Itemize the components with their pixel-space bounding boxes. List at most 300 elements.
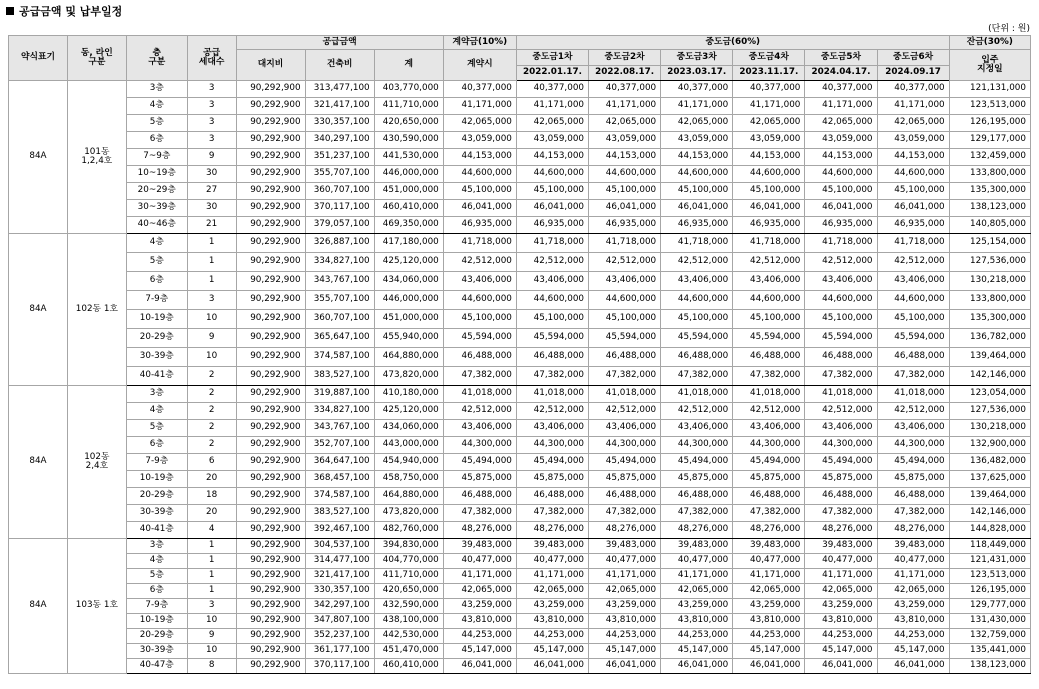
middle-1-cell: 44,153,000	[516, 149, 588, 166]
floor-cell: 5층	[126, 115, 187, 132]
table-row	[9, 569, 1031, 584]
total-cell: 442,530,000	[374, 629, 443, 644]
middle-6-cell: 46,488,000	[877, 488, 949, 505]
floor-cell: 4층	[126, 403, 187, 420]
deposit-cell: 47,382,000	[443, 505, 516, 522]
middle-5-cell: 45,494,000	[805, 454, 877, 471]
middle-4-cell: 45,100,000	[733, 183, 805, 200]
middle-4-cell: 46,935,000	[733, 217, 805, 234]
col-middle-4: 중도금4차	[733, 50, 805, 66]
building-cell: 355,707,100	[305, 291, 374, 310]
table-row	[9, 348, 1031, 367]
building-cell: 383,527,100	[305, 367, 374, 386]
section-title-text: 공급금액 및 납부일정	[19, 5, 123, 18]
middle-2-cell: 44,600,000	[589, 291, 661, 310]
col-balance: 입주 지정일	[949, 50, 1030, 81]
households-cell: 2	[187, 403, 236, 420]
total-cell: 434,060,000	[374, 420, 443, 437]
middle-2-cell: 42,065,000	[589, 584, 661, 599]
total-cell: 432,590,000	[374, 599, 443, 614]
middle-2-cell: 45,100,000	[589, 310, 661, 329]
middle-6-cell: 41,171,000	[877, 98, 949, 115]
middle-1-cell: 45,100,000	[516, 183, 588, 200]
households-cell: 20	[187, 471, 236, 488]
middle-2-cell: 40,377,000	[589, 81, 661, 98]
total-cell: 451,470,000	[374, 644, 443, 659]
middle-5-cell: 42,512,000	[805, 403, 877, 420]
middle-6-cell: 43,406,000	[877, 272, 949, 291]
type-cell: 84A	[9, 81, 68, 234]
middle-5-cell: 41,018,000	[805, 386, 877, 403]
building-cell: 343,767,100	[305, 272, 374, 291]
land-cell: 90,292,900	[236, 291, 305, 310]
households-cell: 20	[187, 505, 236, 522]
households-cell: 1	[187, 539, 236, 554]
deposit-cell: 45,594,000	[443, 329, 516, 348]
balance-cell: 138,123,000	[949, 659, 1030, 674]
middle-4-cell: 44,300,000	[733, 437, 805, 454]
middle-3-cell: 44,600,000	[661, 291, 733, 310]
middle-4-cell: 46,488,000	[733, 488, 805, 505]
balance-cell: 136,482,000	[949, 454, 1030, 471]
building-cell: 321,417,100	[305, 98, 374, 115]
land-cell: 90,292,900	[236, 659, 305, 674]
balance-cell: 129,777,000	[949, 599, 1030, 614]
middle-5-cell: 47,382,000	[805, 367, 877, 386]
middle-5-cell: 44,153,000	[805, 149, 877, 166]
building-cell: 365,647,100	[305, 329, 374, 348]
middle-4-cell: 39,483,000	[733, 539, 805, 554]
deposit-cell: 43,810,000	[443, 614, 516, 629]
col-floor: 층 구분	[126, 36, 187, 81]
middle-4-cell: 42,512,000	[733, 403, 805, 420]
land-cell: 90,292,900	[236, 81, 305, 98]
floor-cell: 3층	[126, 539, 187, 554]
building-cell: 374,587,100	[305, 348, 374, 367]
balance-cell: 132,900,000	[949, 437, 1030, 454]
table-row	[9, 234, 1031, 253]
deposit-cell: 45,875,000	[443, 471, 516, 488]
middle-6-cell: 47,382,000	[877, 505, 949, 522]
middle-5-cell: 42,512,000	[805, 253, 877, 272]
middle-1-cell: 42,512,000	[516, 253, 588, 272]
middle-3-cell: 45,100,000	[661, 183, 733, 200]
balance-cell: 132,459,000	[949, 149, 1030, 166]
middle-3-cell: 43,059,000	[661, 132, 733, 149]
type-cell: 84A	[9, 539, 68, 674]
deposit-cell: 47,382,000	[443, 367, 516, 386]
households-cell: 10	[187, 614, 236, 629]
middle-3-cell: 44,253,000	[661, 629, 733, 644]
table-row	[9, 253, 1031, 272]
households-cell: 10	[187, 644, 236, 659]
floor-cell: 40-41층	[126, 522, 187, 539]
balance-cell: 139,464,000	[949, 488, 1030, 505]
building-cell: 370,117,100	[305, 200, 374, 217]
middle-4-cell: 46,041,000	[733, 200, 805, 217]
middle-1-cell: 41,171,000	[516, 98, 588, 115]
middle-4-cell: 47,382,000	[733, 367, 805, 386]
total-cell: 446,000,000	[374, 291, 443, 310]
deposit-cell: 41,718,000	[443, 234, 516, 253]
land-cell: 90,292,900	[236, 539, 305, 554]
floor-cell: 30-39층	[126, 644, 187, 659]
middle-2-cell: 44,253,000	[589, 629, 661, 644]
balance-cell: 138,123,000	[949, 200, 1030, 217]
middle-4-cell: 45,100,000	[733, 310, 805, 329]
total-cell: 410,180,000	[374, 386, 443, 403]
middle-1-cell: 41,718,000	[516, 234, 588, 253]
building-cell: 326,887,100	[305, 234, 374, 253]
middle-4-cell: 42,512,000	[733, 253, 805, 272]
middle-4-cell: 41,718,000	[733, 234, 805, 253]
col-middle-4-date: 2023.11.17.	[733, 66, 805, 81]
middle-6-cell: 46,935,000	[877, 217, 949, 234]
balance-cell: 135,441,000	[949, 644, 1030, 659]
middle-3-cell: 40,477,000	[661, 554, 733, 569]
building-cell: 313,477,100	[305, 81, 374, 98]
middle-2-cell: 43,406,000	[589, 420, 661, 437]
total-cell: 438,100,000	[374, 614, 443, 629]
middle-2-cell: 42,512,000	[589, 253, 661, 272]
households-cell: 2	[187, 420, 236, 437]
section-title	[6, 3, 122, 19]
middle-2-cell: 41,018,000	[589, 386, 661, 403]
floor-cell: 4층	[126, 98, 187, 115]
col-group-balance: 잔금(30%)	[949, 36, 1030, 50]
middle-3-cell: 43,406,000	[661, 272, 733, 291]
middle-5-cell: 46,041,000	[805, 659, 877, 674]
table-row	[9, 183, 1031, 200]
col-middle-5-date: 2024.04.17.	[805, 66, 877, 81]
col-total: 계	[374, 50, 443, 81]
col-building: 건축비	[305, 50, 374, 81]
dong-line-cell: 103동 1호	[67, 539, 126, 674]
floor-cell: 40-47층	[126, 659, 187, 674]
middle-5-cell: 42,065,000	[805, 584, 877, 599]
middle-2-cell: 44,600,000	[589, 166, 661, 183]
table-row	[9, 554, 1031, 569]
total-cell: 451,000,000	[374, 310, 443, 329]
middle-2-cell: 47,382,000	[589, 505, 661, 522]
middle-3-cell: 44,300,000	[661, 437, 733, 454]
middle-2-cell: 45,100,000	[589, 183, 661, 200]
floor-cell: 5층	[126, 420, 187, 437]
middle-5-cell: 46,041,000	[805, 200, 877, 217]
deposit-cell: 46,935,000	[443, 217, 516, 234]
middle-6-cell: 46,041,000	[877, 659, 949, 674]
land-cell: 90,292,900	[236, 403, 305, 420]
floor-cell: 3층	[126, 81, 187, 98]
land-cell: 90,292,900	[236, 200, 305, 217]
middle-4-cell: 44,600,000	[733, 291, 805, 310]
middle-2-cell: 40,477,000	[589, 554, 661, 569]
building-cell: 352,707,100	[305, 437, 374, 454]
floor-cell: 10-19층	[126, 310, 187, 329]
land-cell: 90,292,900	[236, 115, 305, 132]
middle-2-cell: 48,276,000	[589, 522, 661, 539]
land-cell: 90,292,900	[236, 471, 305, 488]
middle-4-cell: 45,494,000	[733, 454, 805, 471]
middle-1-cell: 44,253,000	[516, 629, 588, 644]
col-group-supply: 공급금액	[236, 36, 443, 50]
middle-6-cell: 45,100,000	[877, 183, 949, 200]
deposit-cell: 44,600,000	[443, 291, 516, 310]
total-cell: 411,710,000	[374, 569, 443, 584]
middle-3-cell: 43,259,000	[661, 599, 733, 614]
deposit-cell: 43,059,000	[443, 132, 516, 149]
balance-cell: 130,218,000	[949, 420, 1030, 437]
table-row	[9, 166, 1031, 183]
total-cell: 434,060,000	[374, 272, 443, 291]
middle-4-cell: 45,875,000	[733, 471, 805, 488]
building-cell: 364,647,100	[305, 454, 374, 471]
households-cell: 27	[187, 183, 236, 200]
land-cell: 90,292,900	[236, 217, 305, 234]
deposit-cell: 44,153,000	[443, 149, 516, 166]
middle-3-cell: 46,935,000	[661, 217, 733, 234]
building-cell: 361,177,100	[305, 644, 374, 659]
deposit-cell: 40,477,000	[443, 554, 516, 569]
balance-cell: 130,218,000	[949, 272, 1030, 291]
middle-5-cell: 45,875,000	[805, 471, 877, 488]
deposit-cell: 42,065,000	[443, 584, 516, 599]
floor-cell: 7-9층	[126, 599, 187, 614]
land-cell: 90,292,900	[236, 132, 305, 149]
middle-4-cell: 40,377,000	[733, 81, 805, 98]
middle-2-cell: 39,483,000	[589, 539, 661, 554]
deposit-cell: 41,171,000	[443, 98, 516, 115]
households-cell: 1	[187, 569, 236, 584]
middle-3-cell: 46,488,000	[661, 348, 733, 367]
col-middle-3-date: 2023.03.17.	[661, 66, 733, 81]
middle-1-cell: 42,512,000	[516, 403, 588, 420]
col-middle-1: 중도금1차	[516, 50, 588, 66]
middle-2-cell: 44,153,000	[589, 149, 661, 166]
balance-cell: 135,300,000	[949, 310, 1030, 329]
floor-cell: 6층	[126, 437, 187, 454]
table-row	[9, 629, 1031, 644]
floor-cell: 30-39층	[126, 348, 187, 367]
middle-1-cell: 45,494,000	[516, 454, 588, 471]
households-cell: 9	[187, 629, 236, 644]
building-cell: 334,827,100	[305, 253, 374, 272]
building-cell: 392,467,100	[305, 522, 374, 539]
middle-2-cell: 42,512,000	[589, 403, 661, 420]
total-cell: 455,940,000	[374, 329, 443, 348]
middle-4-cell: 46,488,000	[733, 348, 805, 367]
building-cell: 347,807,100	[305, 614, 374, 629]
col-middle-2-date: 2022.08.17.	[589, 66, 661, 81]
middle-5-cell: 43,406,000	[805, 420, 877, 437]
middle-4-cell: 41,171,000	[733, 98, 805, 115]
middle-6-cell: 48,276,000	[877, 522, 949, 539]
table-row	[9, 98, 1031, 115]
unit-note: (단위 : 원)	[988, 24, 1030, 34]
deposit-cell: 46,041,000	[443, 200, 516, 217]
middle-6-cell: 46,488,000	[877, 348, 949, 367]
households-cell: 1	[187, 234, 236, 253]
total-cell: 464,880,000	[374, 348, 443, 367]
table-row	[9, 329, 1031, 348]
land-cell: 90,292,900	[236, 599, 305, 614]
land-cell: 90,292,900	[236, 629, 305, 644]
table-row	[9, 272, 1031, 291]
floor-cell: 7-9층	[126, 454, 187, 471]
col-type: 약식표기	[9, 36, 68, 81]
middle-6-cell: 40,477,000	[877, 554, 949, 569]
middle-5-cell: 44,600,000	[805, 291, 877, 310]
households-cell: 2	[187, 437, 236, 454]
table-header	[9, 36, 1031, 81]
table-row	[9, 584, 1031, 599]
middle-2-cell: 46,041,000	[589, 659, 661, 674]
middle-2-cell: 45,594,000	[589, 329, 661, 348]
building-cell: 321,417,100	[305, 569, 374, 584]
land-cell: 90,292,900	[236, 166, 305, 183]
middle-6-cell: 44,300,000	[877, 437, 949, 454]
middle-1-cell: 46,041,000	[516, 200, 588, 217]
balance-cell: 140,805,000	[949, 217, 1030, 234]
land-cell: 90,292,900	[236, 348, 305, 367]
floor-cell: 20-29층	[126, 329, 187, 348]
middle-4-cell: 45,594,000	[733, 329, 805, 348]
middle-3-cell: 44,153,000	[661, 149, 733, 166]
table-row	[9, 539, 1031, 554]
total-cell: 446,000,000	[374, 166, 443, 183]
col-middle-2: 중도금2차	[589, 50, 661, 66]
middle-3-cell: 41,171,000	[661, 98, 733, 115]
middle-6-cell: 41,018,000	[877, 386, 949, 403]
floor-cell: 7~9층	[126, 149, 187, 166]
middle-2-cell: 43,406,000	[589, 272, 661, 291]
middle-5-cell: 46,935,000	[805, 217, 877, 234]
middle-5-cell: 45,100,000	[805, 183, 877, 200]
floor-cell: 40~46층	[126, 217, 187, 234]
middle-5-cell: 47,382,000	[805, 505, 877, 522]
total-cell: 394,830,000	[374, 539, 443, 554]
middle-1-cell: 43,259,000	[516, 599, 588, 614]
middle-3-cell: 45,494,000	[661, 454, 733, 471]
building-cell: 334,827,100	[305, 403, 374, 420]
deposit-cell: 43,259,000	[443, 599, 516, 614]
total-cell: 425,120,000	[374, 403, 443, 420]
households-cell: 9	[187, 329, 236, 348]
middle-3-cell: 44,600,000	[661, 166, 733, 183]
middle-3-cell: 48,276,000	[661, 522, 733, 539]
balance-cell: 123,054,000	[949, 386, 1030, 403]
land-cell: 90,292,900	[236, 554, 305, 569]
balance-cell: 144,828,000	[949, 522, 1030, 539]
middle-3-cell: 42,065,000	[661, 584, 733, 599]
table-row	[9, 217, 1031, 234]
middle-6-cell: 45,147,000	[877, 644, 949, 659]
balance-cell: 131,430,000	[949, 614, 1030, 629]
land-cell: 90,292,900	[236, 98, 305, 115]
households-cell: 21	[187, 217, 236, 234]
middle-5-cell: 43,059,000	[805, 132, 877, 149]
middle-1-cell: 39,483,000	[516, 539, 588, 554]
dong-line-cell: 102동 2,4호	[67, 386, 126, 539]
households-cell: 2	[187, 367, 236, 386]
households-cell: 4	[187, 522, 236, 539]
middle-6-cell: 42,512,000	[877, 253, 949, 272]
middle-2-cell: 46,488,000	[589, 348, 661, 367]
building-cell: 314,477,100	[305, 554, 374, 569]
middle-4-cell: 41,018,000	[733, 386, 805, 403]
middle-3-cell: 45,875,000	[661, 471, 733, 488]
building-cell: 319,887,100	[305, 386, 374, 403]
households-cell: 1	[187, 584, 236, 599]
land-cell: 90,292,900	[236, 253, 305, 272]
land-cell: 90,292,900	[236, 367, 305, 386]
col-dong-line: 동, 라인 구분	[67, 36, 126, 81]
middle-3-cell: 39,483,000	[661, 539, 733, 554]
table-row	[9, 310, 1031, 329]
households-cell: 1	[187, 554, 236, 569]
land-cell: 90,292,900	[236, 386, 305, 403]
floor-cell: 30~39층	[126, 200, 187, 217]
type-cell: 84A	[9, 386, 68, 539]
building-cell: 342,297,100	[305, 599, 374, 614]
middle-1-cell: 45,147,000	[516, 644, 588, 659]
balance-cell: 136,782,000	[949, 329, 1030, 348]
land-cell: 90,292,900	[236, 437, 305, 454]
middle-1-cell: 45,594,000	[516, 329, 588, 348]
households-cell: 1	[187, 253, 236, 272]
table-row	[9, 420, 1031, 437]
land-cell: 90,292,900	[236, 149, 305, 166]
middle-2-cell: 46,935,000	[589, 217, 661, 234]
middle-5-cell: 44,600,000	[805, 166, 877, 183]
building-cell: 360,707,100	[305, 310, 374, 329]
middle-4-cell: 40,477,000	[733, 554, 805, 569]
floor-cell: 5층	[126, 569, 187, 584]
balance-cell: 123,513,000	[949, 569, 1030, 584]
land-cell: 90,292,900	[236, 584, 305, 599]
households-cell: 8	[187, 659, 236, 674]
middle-5-cell: 42,065,000	[805, 115, 877, 132]
middle-5-cell: 44,253,000	[805, 629, 877, 644]
table-row	[9, 291, 1031, 310]
col-land: 대지비	[236, 50, 305, 81]
land-cell: 90,292,900	[236, 522, 305, 539]
deposit-cell: 45,147,000	[443, 644, 516, 659]
table-row	[9, 505, 1031, 522]
total-cell: 404,770,000	[374, 554, 443, 569]
middle-4-cell: 44,153,000	[733, 149, 805, 166]
table-body	[9, 81, 1031, 674]
middle-3-cell: 45,594,000	[661, 329, 733, 348]
deposit-cell: 43,406,000	[443, 272, 516, 291]
middle-3-cell: 41,018,000	[661, 386, 733, 403]
balance-cell: 132,759,000	[949, 629, 1030, 644]
middle-5-cell: 39,483,000	[805, 539, 877, 554]
balance-cell: 123,513,000	[949, 98, 1030, 115]
land-cell: 90,292,900	[236, 488, 305, 505]
deposit-cell: 44,300,000	[443, 437, 516, 454]
deposit-cell: 42,065,000	[443, 115, 516, 132]
dong-line-cell: 102동 1호	[67, 234, 126, 386]
middle-5-cell: 40,377,000	[805, 81, 877, 98]
table-row	[9, 437, 1031, 454]
floor-cell: 20-29층	[126, 629, 187, 644]
middle-1-cell: 46,488,000	[516, 348, 588, 367]
middle-1-cell: 48,276,000	[516, 522, 588, 539]
col-middle-5: 중도금5차	[805, 50, 877, 66]
middle-2-cell: 41,718,000	[589, 234, 661, 253]
building-cell: 374,587,100	[305, 488, 374, 505]
